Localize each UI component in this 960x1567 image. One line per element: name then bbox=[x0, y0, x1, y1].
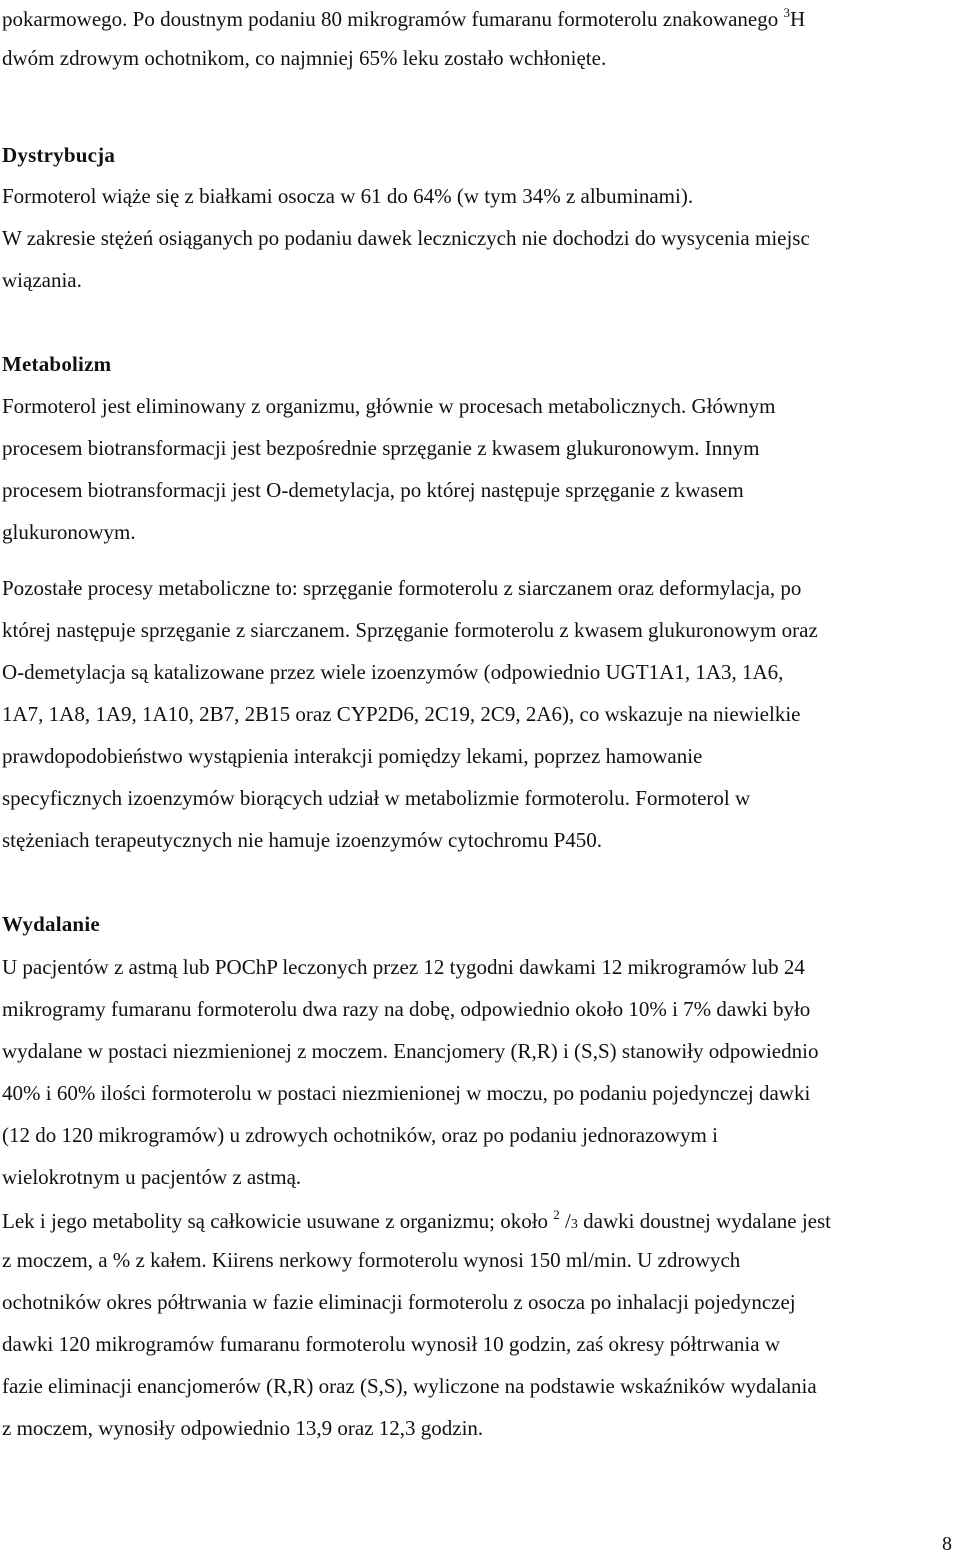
section-heading-dystrybucja: Dystrybucja bbox=[2, 143, 116, 167]
paragraph-line: O-demetylacja są katalizowane przez wiele izoenzymów (odpowiednio UGT1A1, 1A3, 1A6, bbox=[2, 660, 784, 684]
page-number: 8 bbox=[942, 1533, 952, 1555]
paragraph-line: stężeniach terapeutycznych nie hamuje izoenzymów cytochromu P450. bbox=[2, 828, 603, 852]
paragraph-line: Formoterol jest eliminowany z organizmu, głównie w procesach metabolicznych. Głównym bbox=[2, 394, 776, 418]
paragraph-line: prawdopodobieństwo wystąpienia interakcji pomiędzy lekami, poprzez hamowanie bbox=[2, 744, 703, 768]
fraction-line-text-end: dawki doustnej wydalane jest bbox=[577, 1209, 831, 1233]
paragraph-line: z moczem, wynosiły odpowiednio 13,9 oraz 12,3 godzin. bbox=[2, 1416, 484, 1440]
paragraph-line: procesem biotransformacji jest O-demetylacja, po której następuje sprzęganie z kwasem bbox=[2, 478, 744, 502]
paragraph-line: U pacjentów z astmą lub POChP leczonych przez 12 tygodni dawkami 12 mikrogramów lub 24 bbox=[2, 955, 805, 979]
paragraph-line: wiązania. bbox=[2, 268, 82, 292]
intro-line-1 bbox=[2, 6, 805, 30]
paragraph-line: ochotników okres półtrwania w fazie eliminacji formoterolu z osocza po inhalacji pojedynczej bbox=[2, 1290, 796, 1314]
fraction-line bbox=[2, 1208, 831, 1232]
fraction-slash: / bbox=[559, 1209, 571, 1233]
paragraph-line: 1A7, 1A8, 1A9, 1A10, 2B7, 2B15 oraz CYP2D6, 2C19, 2C9, 2A6), co wskazuje na niewielkie bbox=[2, 702, 801, 726]
intro-line-2: dwóm zdrowym ochotnikom, co najmniej 65% leku zostało wchłonięte. bbox=[2, 46, 607, 70]
fraction-numerator: 2 bbox=[553, 1207, 560, 1222]
paragraph-line: dawki 120 mikrogramów fumaranu formoterolu wynosił 10 godzin, zaś okresy półtrwania w bbox=[2, 1332, 780, 1356]
paragraph-line: z moczem, a % z kałem. Kiirens nerkowy formoterolu wynosi 150 ml/min. U zdrowych bbox=[2, 1248, 741, 1272]
paragraph-line: specyficznych izoenzymów biorących udział w metabolizmie formoterolu. Formoterol w bbox=[2, 786, 751, 810]
superscript-3: 3 bbox=[783, 5, 791, 20]
paragraph-line: wydalane w postaci niezmienionej z moczem. Enancjomery (R,R) i (S,S) stanowiły odpowiednio bbox=[2, 1039, 819, 1063]
paragraph-line: glukuronowym. bbox=[2, 520, 136, 544]
paragraph-line: fazie eliminacji enancjomerów (R,R) oraz (S,S), wyliczone na podstawie wskaźników wydalania bbox=[2, 1374, 817, 1398]
intro-text-h: H bbox=[790, 7, 806, 31]
section-heading-wydalanie: Wydalanie bbox=[2, 912, 100, 936]
paragraph-line: której następuje sprzęganie z siarczanem. Sprzęganie formoterolu z kwasem glukuronowym oraz bbox=[2, 618, 818, 642]
paragraph-line: Formoterol wiąże się z białkami osocza w 61 do 64% (w tym 34% z albuminami). bbox=[2, 184, 694, 208]
paragraph-line: mikrogramy fumaranu formoterolu dwa razy na dobę, odpowiednio około 10% i 7% dawki było bbox=[2, 997, 811, 1021]
section-heading-metabolizm: Metabolizm bbox=[2, 352, 112, 376]
paragraph-line: Pozostałe procesy metaboliczne to: sprzęganie formoterolu z siarczanem oraz deformylacja, po bbox=[2, 576, 802, 600]
paragraph-line: (12 do 120 mikrogramów) u zdrowych ochotników, oraz po podaniu jednorazowym i bbox=[2, 1123, 718, 1147]
paragraph-line: procesem biotransformacji jest bezpośrednie sprzęganie z kwasem glukuronowym. Innym bbox=[2, 436, 760, 460]
intro-text: pokarmowego. Po doustnym podaniu 80 mikrogramów fumaranu formoterolu znakowanego bbox=[2, 7, 784, 31]
paragraph-line: W zakresie stężeń osiąganych po podaniu dawek leczniczych nie dochodzi do wysycenia miejsc bbox=[2, 226, 810, 250]
paragraph-line: wielokrotnym u pacjentów z astmą. bbox=[2, 1165, 302, 1189]
fraction-denominator: 3 bbox=[570, 1217, 578, 1232]
fraction-line-text: Lek i jego metabolity są całkowicie usuwane z organizmu; około bbox=[2, 1209, 554, 1233]
paragraph-line: 40% i 60% ilości formoterolu w postaci niezmienionej w moczu, po podaniu pojedynczej dawki bbox=[2, 1081, 811, 1105]
